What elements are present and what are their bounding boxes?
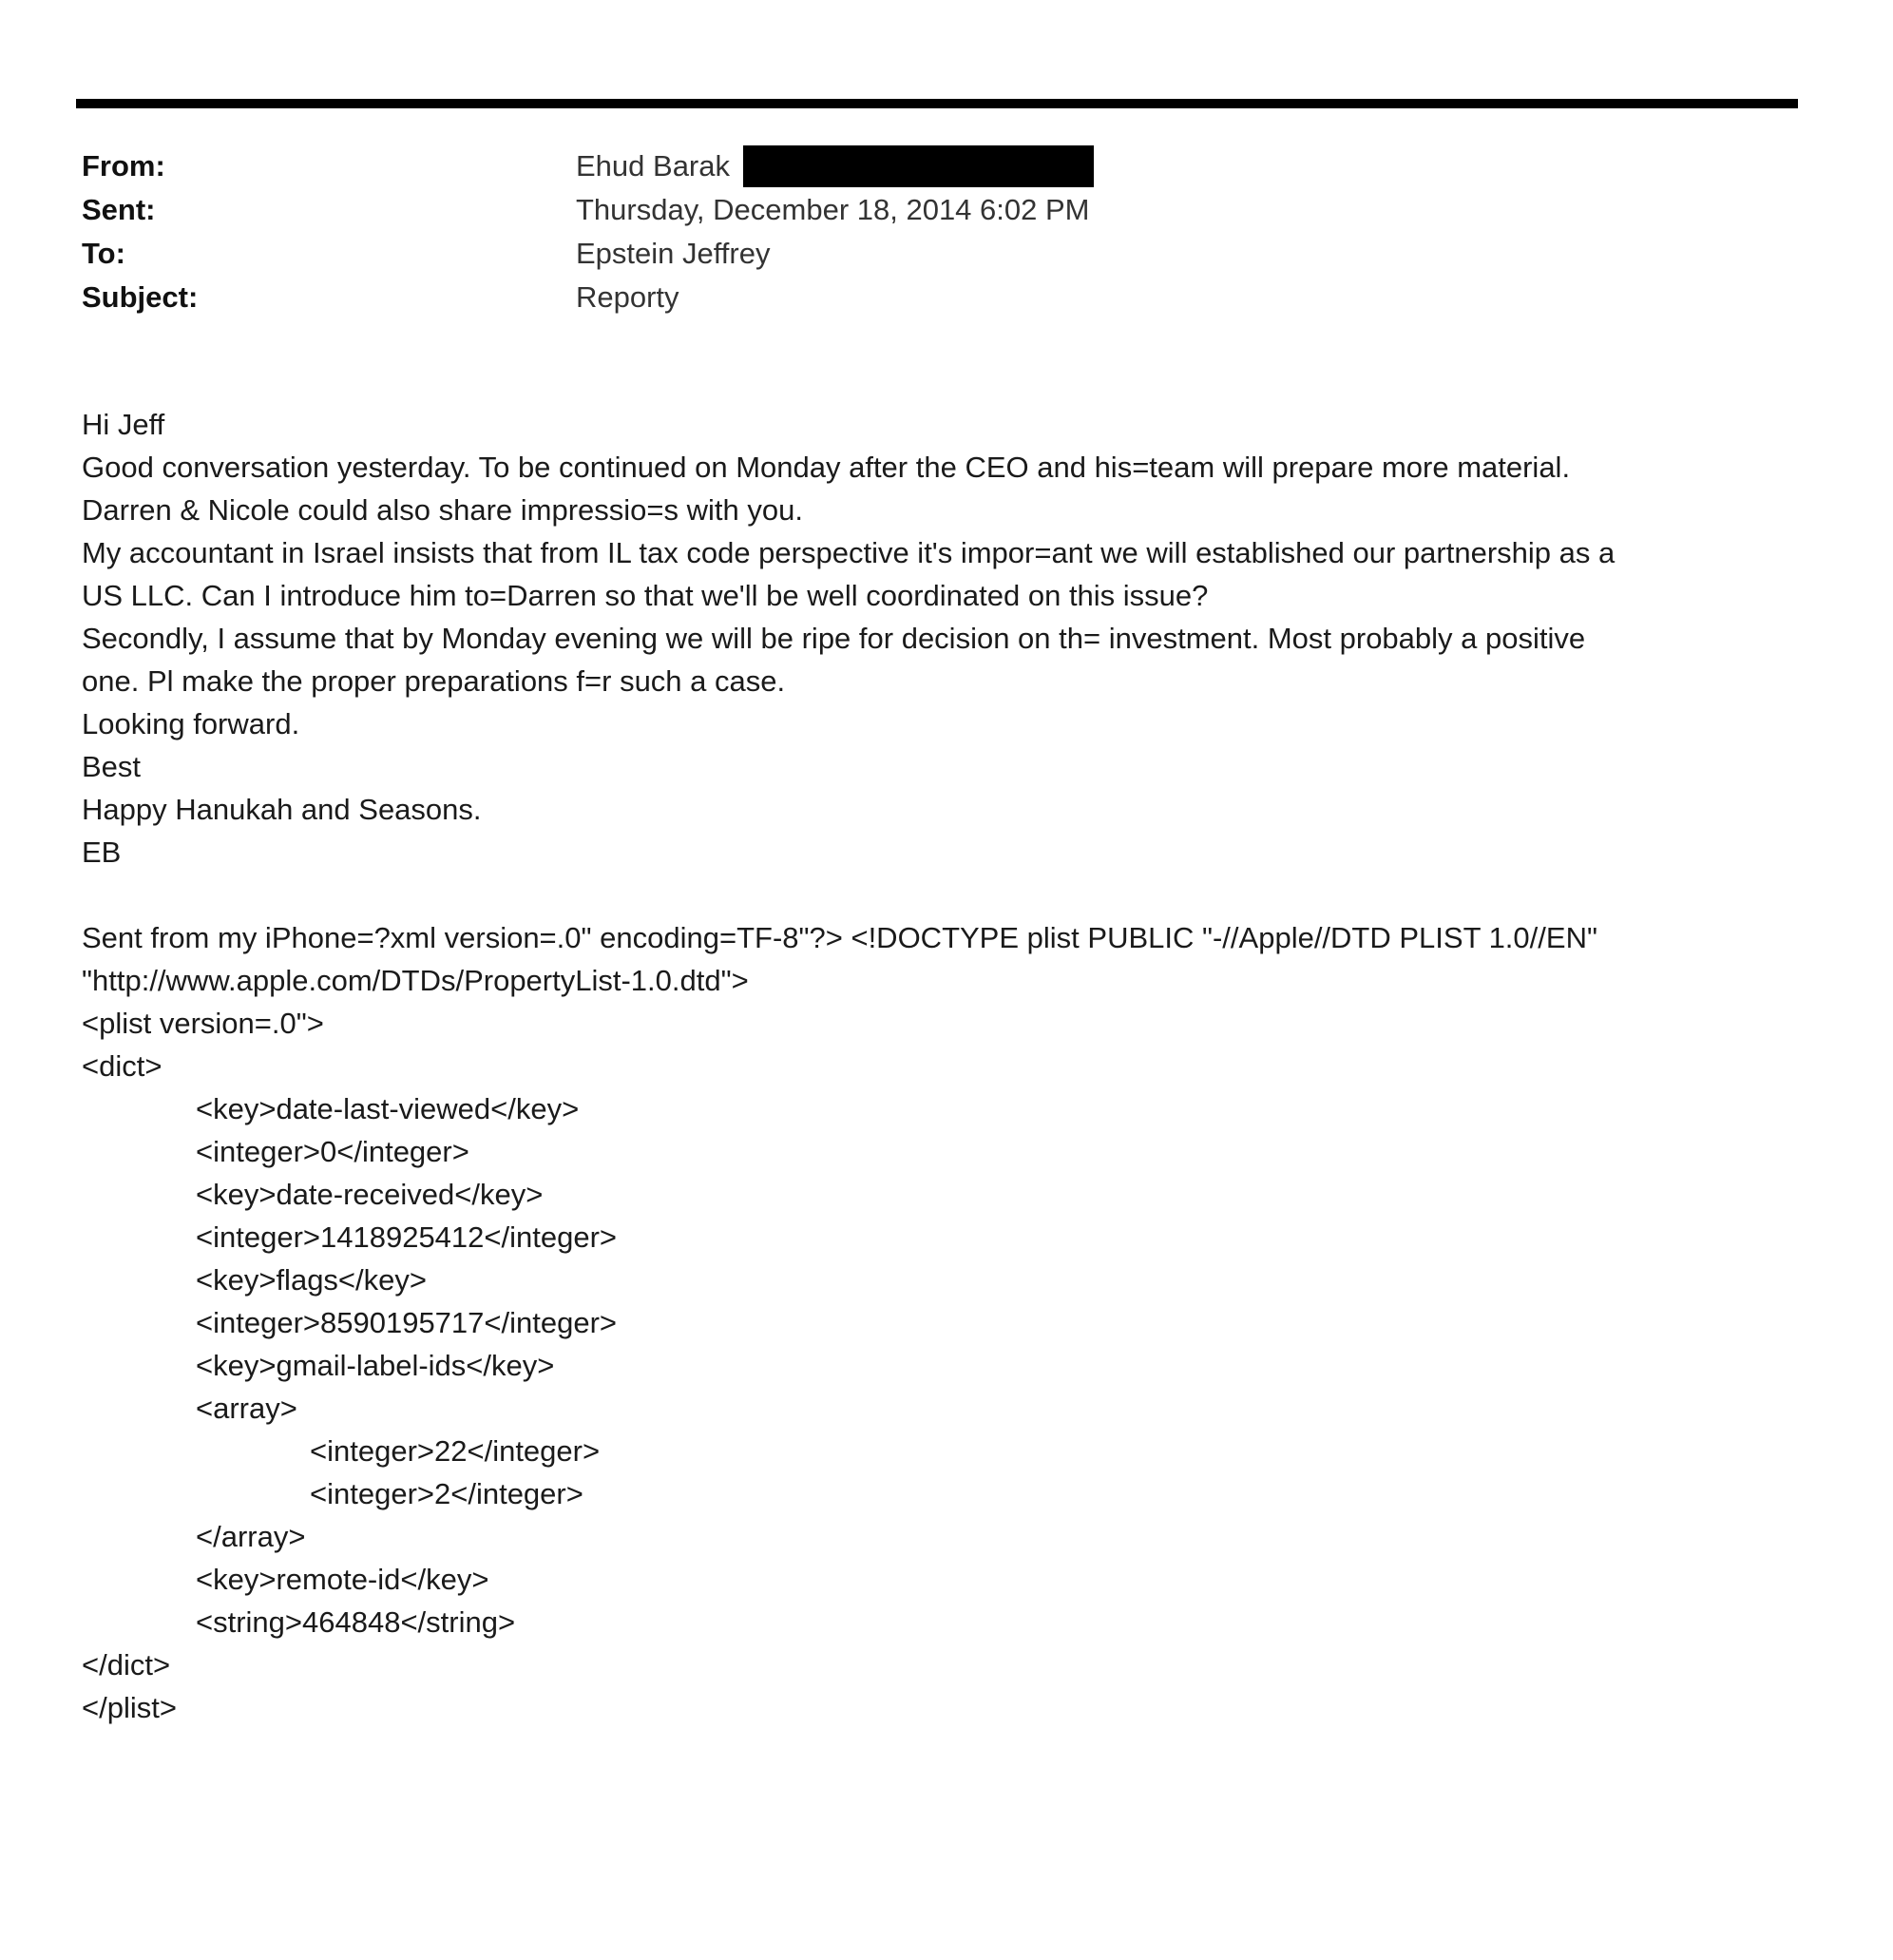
plist-line: <key>flags</key> [196, 1263, 427, 1297]
plist-line: <key>remote-id</key> [196, 1563, 489, 1596]
plist-line: </dict> [82, 1648, 171, 1681]
spacer [82, 874, 1811, 916]
plist-line: </plist> [82, 1691, 177, 1724]
body-line: one. Pl make the proper preparations f=r such a case. [82, 664, 786, 698]
plist-line: <key>date-last-viewed</key> [196, 1092, 580, 1125]
subject-label: Subject: [82, 280, 199, 314]
email-body [82, 403, 1811, 1729]
sent-value: Thursday, December 18, 2014 6:02 PM [576, 193, 1090, 226]
plist-line: <key>gmail-label-ids</key> [196, 1349, 555, 1382]
to-label: To: [82, 237, 125, 270]
plist-line: </array> [196, 1520, 306, 1553]
to-row [82, 232, 1792, 276]
body-line: My accountant in Israel insists that from IL tax code perspective it's impor=ant we will established our partnership as a [82, 536, 1616, 569]
header-divider [76, 99, 1798, 108]
plist-line: <integer>0</integer> [196, 1135, 469, 1168]
plist-line: <string>464848</string> [196, 1605, 516, 1639]
plist-line: <integer>1418925412</integer> [196, 1220, 618, 1254]
body-line: Best [82, 750, 142, 783]
footer-line: Sent from my iPhone=?xml version=.0" encoding=TF-8"?> <!DOCTYPE plist PUBLIC "-//Apple//DTD PLIST 1.0//EN" [82, 921, 1597, 954]
from-value: Ehud Barak [576, 149, 730, 183]
from-label: From: [82, 149, 165, 183]
from-row [82, 144, 1792, 188]
plist-line: <plist version=.0"> [82, 1007, 324, 1040]
redaction-block [743, 145, 1094, 187]
body-line: Looking forward. [82, 707, 300, 740]
subject-row [82, 276, 1792, 319]
plist-line: <key>date-received</key> [196, 1178, 544, 1211]
body-line: Happy Hanukah and Seasons. [82, 793, 482, 826]
body-line: Secondly, I assume that by Monday evening we will be ripe for decision on th= investment. Most probably a positive [82, 622, 1586, 655]
plist-line: <integer>8590195717</integer> [196, 1306, 618, 1339]
footer-line: "http://www.apple.com/DTDs/PropertyList-1.0.dtd"> [82, 964, 749, 997]
body-line: US LLC. Can I introduce him to=Darren so that we'll be well coordinated on this issue? [82, 579, 1209, 612]
to-value: Epstein Jeffrey [576, 237, 771, 270]
body-line: Good conversation yesterday. To be continued on Monday after the CEO and his=team will prepare more material. [82, 451, 1571, 484]
body-line: Darren & Nicole could also share impressio=s with you. [82, 493, 803, 527]
from-value-group [576, 145, 1094, 187]
plist-line: <integer>22</integer> [310, 1434, 601, 1468]
signature: EB [82, 836, 122, 869]
body-line: Hi Jeff [82, 408, 165, 441]
plist-line: <dict> [82, 1049, 163, 1083]
plist-line: <array> [196, 1392, 297, 1425]
plist-line: <integer>2</integer> [310, 1477, 583, 1510]
sent-row [82, 188, 1792, 232]
sent-label: Sent: [82, 193, 156, 226]
subject-value: Reporty [576, 280, 679, 314]
email-header [82, 144, 1792, 319]
